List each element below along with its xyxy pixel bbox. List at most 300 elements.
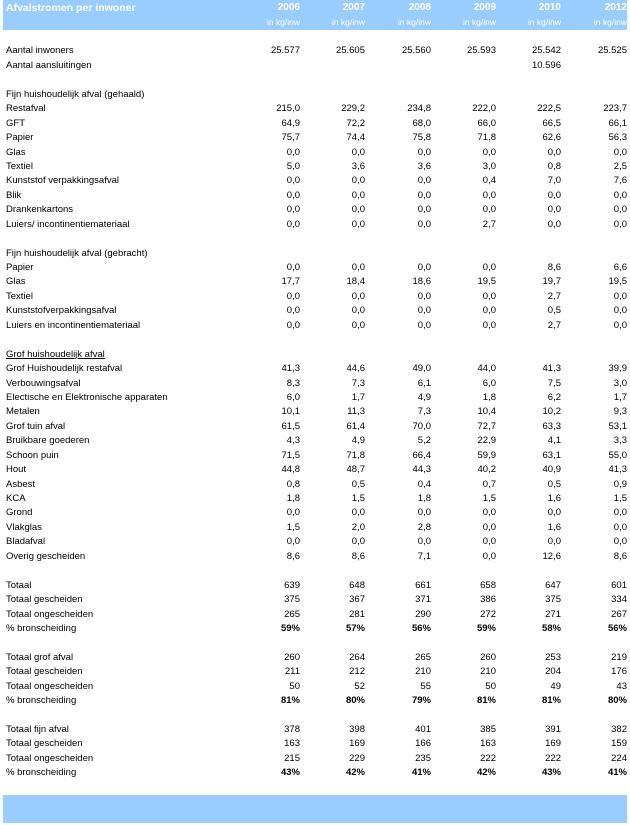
cell-value: 80% [345, 695, 365, 707]
cell-value: 0,0 [351, 507, 365, 519]
cell-value: 44,6 [346, 363, 365, 375]
cell-value: 56,3 [608, 132, 627, 144]
table-row [3, 766, 627, 780]
cell-value: 4,9 [417, 391, 431, 403]
cell-value: 658 [480, 579, 496, 591]
cell-value: 235 [415, 752, 431, 764]
cell-value: 7,5 [547, 377, 561, 389]
cell-value: 222,0 [472, 103, 496, 115]
cell-value: 0,5 [547, 478, 561, 490]
cell-value: 0,8 [547, 160, 561, 172]
cell-value: 7,6 [613, 175, 627, 187]
cell-value: 290 [415, 608, 431, 620]
cell-value: 267 [611, 608, 627, 620]
cell-value: 42% [476, 767, 496, 779]
cell-value: 281 [349, 608, 365, 620]
table-row [3, 651, 627, 665]
row-label: Fijn huishoudelijk afval (gehaald) [6, 88, 145, 100]
cell-value: 39,9 [608, 363, 627, 375]
cell-value: 0,0 [547, 507, 561, 519]
cell-value: 260 [284, 651, 300, 663]
cell-value: 1,6 [547, 521, 561, 533]
cell-value: 7,3 [417, 406, 431, 418]
year-header: 2009 [473, 2, 496, 13]
cell-value: 401 [415, 724, 431, 735]
row-label: Schoon puin [6, 449, 59, 461]
cell-value: 59% [280, 622, 300, 634]
table-row [3, 521, 627, 535]
row-label: Glas [6, 276, 26, 288]
cell-value: 265 [415, 651, 431, 663]
cell-value: 64,9 [281, 117, 300, 129]
row-label: Totaal gescheiden [6, 666, 83, 678]
cell-value: 0,0 [482, 262, 496, 273]
cell-value: 58% [541, 622, 561, 634]
unit-header: in kg/inw [397, 17, 431, 27]
row-label: Bruikbare goederen [6, 435, 90, 447]
cell-value: 0,0 [417, 175, 431, 187]
cell-value: 0,0 [351, 536, 365, 548]
cell-value: 0,7 [482, 478, 496, 490]
unit-header: in kg/inw [266, 17, 300, 27]
cell-value: 4,3 [286, 435, 300, 447]
cell-value: 0,0 [613, 536, 627, 548]
unit-header: in kg/inw [462, 17, 496, 27]
row-label: Aantal aansluitingen [6, 59, 92, 71]
cell-value: 0,0 [417, 189, 431, 201]
row-label: Totaal ongescheiden [6, 680, 94, 692]
table-header [3, 0, 627, 30]
cell-value: 25.605 [335, 45, 365, 57]
cell-value: 229 [349, 752, 365, 764]
cell-value: 0,0 [482, 204, 496, 216]
cell-value: 9,3 [613, 406, 627, 418]
cell-value: 391 [545, 724, 561, 735]
cell-value: 367 [349, 594, 365, 606]
cell-value: 0,0 [286, 146, 300, 158]
row-label: Totaal [6, 579, 32, 591]
cell-value: 0,0 [613, 319, 627, 331]
row-spacer [3, 333, 627, 347]
row-spacer [3, 709, 627, 723]
cell-value: 7,1 [417, 550, 431, 562]
table-row [3, 665, 627, 679]
cell-value: 1,5 [286, 521, 300, 533]
cell-value: 234,8 [407, 103, 431, 115]
cell-value: 0,0 [286, 319, 300, 331]
cell-value: 71,8 [477, 132, 496, 144]
cell-value: 53,1 [608, 420, 627, 432]
cell-value: 72,2 [346, 117, 365, 129]
cell-value: 0,0 [286, 305, 300, 317]
row-label: Bladafval [6, 536, 46, 548]
cell-value: 12,6 [542, 550, 561, 562]
cell-value: 0,0 [286, 218, 300, 230]
row-spacer [3, 564, 627, 578]
cell-value: 0,0 [482, 146, 496, 158]
cell-value: 0,8 [286, 478, 300, 490]
row-label: Electische en Elektronische apparaten [6, 391, 168, 403]
row-label: Vlakglas [6, 521, 42, 533]
cell-value: 10,2 [542, 406, 561, 418]
cell-value: 66,1 [608, 117, 627, 129]
cell-value: 41,3 [608, 464, 627, 476]
cell-value: 3,0 [613, 377, 627, 389]
cell-value: 176 [611, 666, 627, 678]
cell-value: 6,1 [417, 377, 431, 389]
cell-value: 55 [420, 680, 431, 692]
row-label: Totaal fijn afval [6, 724, 69, 735]
table-row [3, 680, 627, 694]
cell-value: 1,5 [482, 493, 496, 504]
cell-value: 385 [480, 724, 496, 735]
table-row [3, 131, 627, 145]
cell-value: 8,3 [286, 377, 300, 389]
cell-value: 2,7 [482, 218, 496, 230]
cell-value: 6,2 [547, 391, 561, 403]
cell-value: 647 [545, 579, 561, 591]
table-row [3, 102, 627, 116]
cell-value: 0,0 [482, 319, 496, 331]
cell-value: 1,5 [613, 493, 627, 504]
table-row [3, 420, 627, 434]
cell-value: 1,7 [351, 391, 365, 403]
cell-value: 163 [284, 738, 300, 750]
cell-value: 79% [411, 695, 431, 707]
cell-value: 22,9 [477, 435, 496, 447]
row-spacer [3, 30, 627, 44]
cell-value: 44,8 [281, 464, 300, 476]
cell-value: 272 [480, 608, 496, 620]
cell-value: 7,3 [351, 377, 365, 389]
table-row [3, 146, 627, 160]
cell-value: 1,6 [547, 493, 561, 504]
row-spacer [3, 232, 627, 246]
cell-value: 7,0 [547, 175, 561, 187]
cell-value: 0,0 [351, 305, 365, 317]
cell-value: 0,0 [351, 204, 365, 216]
cell-value: 0,0 [613, 305, 627, 317]
waste-table [3, 0, 627, 781]
table-row [3, 189, 627, 203]
cell-value: 1,8 [482, 391, 496, 403]
cell-value: 223,7 [603, 103, 627, 115]
cell-value: 63,3 [542, 420, 561, 432]
cell-value: 19,5 [608, 276, 627, 288]
cell-value: 11,3 [347, 406, 365, 418]
row-label: Papier [6, 132, 34, 144]
cell-value: 43% [280, 767, 300, 779]
cell-value: 0,0 [417, 204, 431, 216]
cell-value: 8,6 [286, 550, 300, 562]
table-row [3, 117, 627, 131]
cell-value: 0,0 [482, 536, 496, 548]
table-row [3, 247, 627, 261]
cell-value: 0,0 [351, 146, 365, 158]
cell-value: 0,0 [547, 536, 561, 548]
table-row [3, 737, 627, 751]
cell-value: 74,4 [346, 132, 365, 144]
row-label: Totaal gescheiden [6, 594, 83, 606]
cell-value: 1,8 [286, 493, 300, 504]
cell-value: 0,0 [286, 189, 300, 201]
cell-value: 25.560 [401, 45, 431, 57]
row-spacer [3, 636, 627, 650]
row-label: Textiel [6, 290, 33, 302]
row-label: Restafval [6, 103, 46, 115]
row-label: Totaal ongescheiden [6, 752, 94, 764]
cell-value: 57% [345, 622, 365, 634]
cell-value: 0,4 [482, 175, 496, 187]
row-label: Verbouwingsafval [6, 377, 81, 389]
cell-value: 375 [284, 594, 300, 606]
cell-value: 49,0 [412, 363, 431, 375]
cell-value: 18,4 [346, 276, 365, 288]
cell-value: 0,0 [351, 175, 365, 187]
cell-value: 163 [480, 738, 496, 750]
table-row [3, 377, 627, 391]
cell-value: 375 [545, 594, 561, 606]
year-header: 2010 [538, 2, 561, 13]
cell-value: 59,9 [477, 449, 496, 461]
cell-value: 0,0 [351, 290, 365, 302]
row-label: Asbest [6, 478, 36, 490]
cell-value: 0,0 [351, 189, 365, 201]
table-row [3, 88, 627, 102]
row-label: Kunststofverpakkingsafval [6, 305, 117, 317]
cell-value: 601 [611, 579, 627, 591]
cell-value: 5,0 [286, 160, 300, 172]
cell-value: 0,0 [417, 319, 431, 331]
row-label: Textiel [6, 160, 33, 172]
table-row [3, 290, 627, 304]
cell-value: 661 [415, 579, 431, 591]
cell-value: 70,0 [412, 420, 431, 432]
cell-value: 265 [284, 608, 300, 620]
cell-value: 0,0 [547, 218, 561, 230]
table-row [3, 59, 627, 73]
cell-value: 0,0 [417, 146, 431, 158]
cell-value: 211 [284, 666, 300, 678]
cell-value: 0,0 [351, 319, 365, 331]
cell-value: 0,5 [351, 478, 365, 490]
row-label: Grond [6, 507, 33, 519]
cell-value: 4,9 [351, 435, 365, 447]
cell-value: 0,0 [417, 507, 431, 519]
unit-header: in kg/inw [527, 17, 561, 27]
cell-value: 48,7 [346, 464, 365, 476]
cell-value: 6,0 [286, 391, 300, 403]
table-body [3, 30, 627, 781]
cell-value: 66,0 [477, 117, 496, 129]
cell-value: 19,7 [542, 276, 561, 288]
cell-value: 81% [541, 695, 561, 707]
table-row [3, 752, 627, 766]
cell-value: 81% [280, 695, 300, 707]
table-row [3, 319, 627, 333]
cell-value: 264 [349, 651, 365, 663]
cell-value: 0,0 [417, 218, 431, 230]
year-header: 2007 [342, 2, 365, 13]
cell-value: 41,3 [542, 363, 561, 375]
cell-value: 371 [415, 594, 431, 606]
table-row [3, 449, 627, 463]
cell-value: 0,0 [613, 218, 627, 230]
cell-value: 215 [284, 752, 300, 764]
table-row [3, 218, 627, 232]
table-row [3, 723, 627, 737]
table-row [3, 362, 627, 376]
cell-value: 0,0 [417, 290, 431, 302]
cell-value: 66,4 [412, 449, 431, 461]
table-row [3, 44, 627, 58]
row-label: Papier [6, 262, 34, 273]
cell-value: 8,6 [613, 550, 627, 562]
cell-value: 2,8 [417, 521, 431, 533]
cell-value: 2,0 [351, 521, 365, 533]
cell-value: 253 [545, 651, 561, 663]
cell-value: 25.577 [270, 45, 300, 57]
cell-value: 222,5 [537, 103, 561, 115]
cell-value: 3,6 [351, 160, 365, 172]
cell-value: 75,8 [412, 132, 431, 144]
cell-value: 2,7 [547, 290, 561, 302]
cell-value: 43 [616, 680, 627, 692]
cell-value: 0,0 [482, 305, 496, 317]
table-row [3, 694, 627, 708]
cell-value: 62,6 [542, 132, 561, 144]
cell-value: 49 [550, 680, 561, 692]
table-row [3, 463, 627, 477]
cell-value: 382 [611, 724, 627, 735]
cell-value: 0,0 [286, 204, 300, 216]
row-label: % bronscheiding [6, 767, 77, 779]
cell-value: 75,7 [281, 132, 300, 144]
cell-value: 0,0 [286, 175, 300, 187]
row-label: Luiers en incontinentiemateriaal [6, 319, 141, 331]
cell-value: 4,1 [547, 435, 561, 447]
table-row [3, 622, 627, 636]
cell-value: 219 [611, 651, 627, 663]
cell-value: 10,4 [477, 406, 496, 418]
cell-value: 50 [485, 680, 496, 692]
cell-value: 0,0 [286, 290, 300, 302]
cell-value: 40,2 [477, 464, 496, 476]
row-label: Drankenkartons [6, 204, 74, 216]
cell-value: 0,5 [547, 305, 561, 317]
cell-value: 1,5 [351, 493, 365, 504]
table-row [3, 434, 627, 448]
cell-value: 3,6 [417, 160, 431, 172]
table-row [3, 535, 627, 549]
table-title: Afvalstromen per inwoner [6, 2, 136, 14]
row-label: Metalen [6, 406, 40, 418]
cell-value: 5,2 [417, 435, 431, 447]
cell-value: 41,3 [281, 363, 300, 375]
cell-value: 0,0 [613, 204, 627, 216]
year-header: 2008 [408, 2, 431, 13]
cell-value: 3,0 [482, 160, 496, 172]
cell-value: 0,0 [417, 536, 431, 548]
cell-value: 6,6 [613, 262, 627, 273]
cell-value: 0,0 [547, 146, 561, 158]
cell-value: 222 [480, 752, 496, 764]
cell-value: 61,5 [281, 420, 300, 432]
cell-value: 44,0 [477, 363, 496, 375]
cell-value: 44,3 [412, 464, 431, 476]
cell-value: 6,0 [482, 377, 496, 389]
cell-value: 0,0 [482, 290, 496, 302]
table-row [3, 391, 627, 405]
cell-value: 50 [289, 680, 300, 692]
cell-value: 68,0 [412, 117, 431, 129]
cell-value: 41% [411, 767, 431, 779]
cell-value: 25.525 [597, 45, 627, 57]
cell-value: 59% [476, 622, 496, 634]
cell-value: 41% [607, 767, 627, 779]
cell-value: 159 [611, 738, 627, 750]
row-label: Totaal gescheiden [6, 738, 83, 750]
cell-value: 0,9 [613, 478, 627, 490]
cell-value: 71,8 [346, 449, 365, 461]
row-label: KCA [6, 493, 26, 504]
cell-value: 2,5 [613, 160, 627, 172]
cell-value: 648 [349, 579, 365, 591]
cell-value: 260 [480, 651, 496, 663]
cell-value: 0,0 [613, 290, 627, 302]
cell-value: 0,0 [482, 189, 496, 201]
cell-value: 42% [345, 767, 365, 779]
cell-value: 1,7 [613, 391, 627, 403]
cell-value: 1,8 [417, 493, 431, 504]
table-row [3, 608, 627, 622]
table-row [3, 304, 627, 318]
cell-value: 0,0 [547, 189, 561, 201]
table-row [3, 203, 627, 217]
cell-value: 210 [480, 666, 496, 678]
table-row [3, 593, 627, 607]
cell-value: 63,1 [542, 449, 561, 461]
cell-value: 0,0 [482, 521, 496, 533]
cell-value: 80% [607, 695, 627, 707]
cell-value: 0,0 [613, 521, 627, 533]
row-label: Aantal inwoners [6, 45, 74, 57]
cell-value: 0,0 [286, 262, 300, 273]
cell-value: 0,0 [482, 550, 496, 562]
cell-value: 271 [545, 608, 561, 620]
cell-value: 0,0 [482, 507, 496, 519]
row-label: Kunststof verpakkingsafval [6, 175, 120, 187]
cell-value: 61,4 [346, 420, 365, 432]
cell-value: 0,0 [351, 218, 365, 230]
cell-value: 0,0 [286, 536, 300, 548]
row-label: Grof Huishoudelijk restafval [6, 363, 123, 375]
cell-value: 43% [541, 767, 561, 779]
cell-value: 10.596 [531, 59, 561, 71]
year-header: 2012 [604, 2, 627, 13]
cell-value: 398 [349, 724, 365, 735]
row-label: Totaal ongescheiden [6, 608, 94, 620]
row-spacer [3, 73, 627, 87]
cell-value: 204 [545, 666, 561, 678]
cell-value: 0,0 [613, 507, 627, 519]
row-label: Glas [6, 146, 26, 158]
table-row [3, 261, 627, 275]
table-row [3, 478, 627, 492]
unit-header: in kg/inw [593, 17, 627, 27]
cell-value: 166 [415, 738, 431, 750]
cell-value: 0,0 [417, 305, 431, 317]
